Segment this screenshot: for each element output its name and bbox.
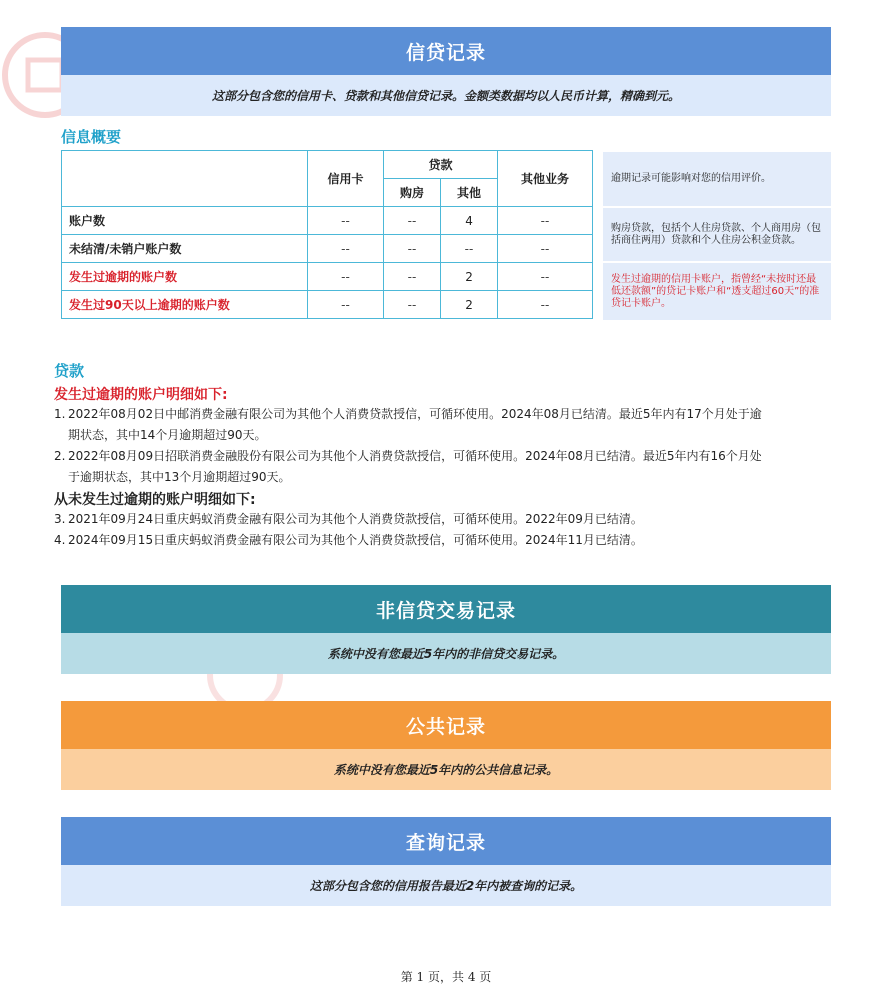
public-section-subtitle: 系统中没有您最近5年内的公共信息记录。 [61, 749, 831, 790]
cell-credit-card: -- [308, 235, 384, 263]
item-text: 2022年08月09日招联消费金融股份有限公司为其他个人消费贷款授信，可循环使用。2024年08月已结清。最近5年内有16个月处 [68, 449, 762, 463]
overview-note-credit-card: 发生过逾期的信用卡账户，指曾经“未按时还最低还款额”的贷记卡账户和“透支超过60天”的准贷记卡账户。 [603, 263, 831, 320]
overview-note-housing: 购房贷款，包括个人住房贷款、个人商用房（包括商住两用）贷款和个人住房公积金贷款。 [603, 208, 831, 261]
item-text: 2024年09月15日重庆蚂蚁消费金融有限公司为其他个人消费贷款授信，可循环使用。2024年11月已结清。 [68, 533, 643, 547]
list-item [54, 509, 830, 530]
table-row [62, 207, 593, 235]
list-item [54, 404, 830, 446]
cell-credit-card: -- [308, 291, 384, 319]
overview-table [61, 150, 593, 319]
table-corner [62, 151, 308, 207]
row-label: 未结清/未销户账户数 [62, 235, 308, 263]
query-section-subtitle: 这部分包含您的信用报告最近2年内被查询的记录。 [61, 865, 831, 906]
query-section-title: 查询记录 [61, 817, 831, 865]
header-credit-card: 信用卡 [308, 151, 384, 207]
cell-housing: -- [384, 291, 441, 319]
header-other: 其他 [441, 179, 498, 207]
overview-label: 信息概要 [61, 128, 122, 146]
row-label: 账户数 [62, 207, 308, 235]
credit-section-title: 信贷记录 [61, 27, 831, 75]
cell-credit-card: -- [308, 207, 384, 235]
list-item [54, 446, 830, 488]
item-text-continued: 期状态，其中14个月逾期超过90天。 [68, 428, 267, 442]
cell-other-business: -- [498, 263, 593, 291]
table-row [62, 291, 593, 319]
item-text-continued: 于逾期状态，其中13个月逾期超过90天。 [68, 470, 291, 484]
table-row [62, 235, 593, 263]
credit-section-subtitle: 这部分包含您的信用卡、贷款和其他信贷记录。金额类数据均以人民币计算，精确到元。 [61, 75, 831, 116]
cell-other: 4 [441, 207, 498, 235]
public-section-title: 公共记录 [61, 701, 831, 749]
item-number: 2. [54, 449, 66, 463]
overdue-heading: 发生过逾期的账户明细如下: [54, 387, 228, 403]
item-text: 2022年08月02日中邮消费金融有限公司为其他个人消费贷款授信，可循环使用。2024年08月已结清。最近5年内有17个月处于逾 [68, 407, 762, 421]
row-label: 发生过逾期的账户数 [62, 263, 308, 291]
list-item [54, 530, 830, 551]
cell-housing: -- [384, 207, 441, 235]
cell-other-business: -- [498, 207, 593, 235]
normal-heading: 从未发生过逾期的账户明细如下: [54, 492, 256, 508]
item-number: 3. [54, 512, 66, 526]
item-text: 2021年09月24日重庆蚂蚁消费金融有限公司为其他个人消费贷款授信，可循环使用。2022年09月已结清。 [68, 512, 643, 526]
cell-other-business: -- [498, 291, 593, 319]
cell-other: 2 [441, 263, 498, 291]
page-number: 第 1 页，共 4 页 [400, 970, 492, 984]
table-row [62, 263, 593, 291]
loans-label: 贷款 [54, 362, 85, 380]
non-credit-section-subtitle: 系统中没有您最近5年内的非信贷交易记录。 [61, 633, 831, 674]
cell-other-business: -- [498, 235, 593, 263]
cell-housing: -- [384, 235, 441, 263]
cell-other: 2 [441, 291, 498, 319]
header-other-business: 其他业务 [498, 151, 593, 207]
header-loan: 贷款 [384, 151, 498, 179]
overview-note-overdue: 逾期记录可能影响对您的信用评价。 [603, 152, 831, 206]
header-housing: 购房 [384, 179, 441, 207]
cell-other: -- [441, 235, 498, 263]
item-number: 4. [54, 533, 66, 547]
item-number: 1. [54, 407, 66, 421]
row-label: 发生过90天以上逾期的账户数 [62, 291, 308, 319]
cell-credit-card: -- [308, 263, 384, 291]
non-credit-section-title: 非信贷交易记录 [61, 585, 831, 633]
cell-housing: -- [384, 263, 441, 291]
